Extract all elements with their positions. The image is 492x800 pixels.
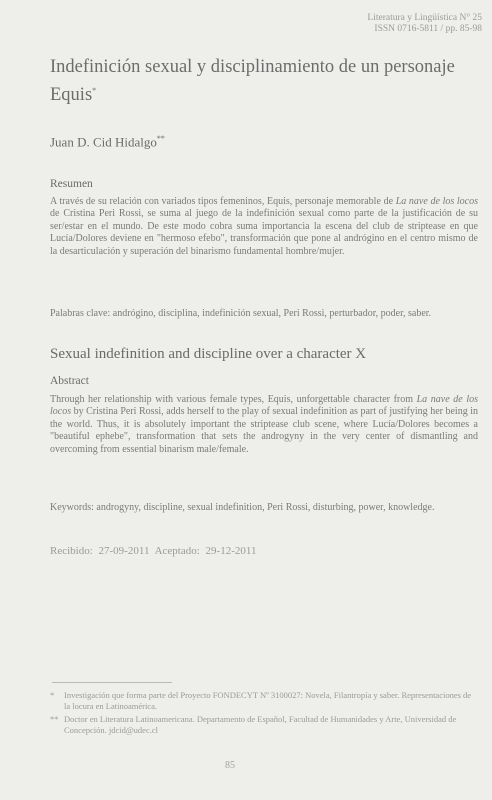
footnote-1-mark: *	[50, 690, 55, 700]
resumen-paragraph	[50, 196, 478, 258]
resumen-novel-title: La nave de los locos	[395, 196, 479, 207]
footnote-2-mark: **	[50, 714, 59, 724]
palabras-clave: Palabras clave: andrógino, disciplina, indefinición sexual, Peri Rossi, perturbador, poder, saber.	[50, 308, 432, 319]
author-name: Juan D. Cid Hidalgo	[50, 134, 157, 150]
abstract-text-start: Through her relationship with various female types, Equis, unforgettable character from	[50, 394, 417, 405]
article-author	[50, 134, 165, 150]
abstract-novel-title: La nave de los locos	[50, 394, 478, 418]
article-title	[50, 56, 470, 107]
author-footnote-mark: **	[156, 134, 165, 143]
english-title: Sexual indefinition and discipline over a character X	[50, 346, 367, 362]
title-footnote-mark: *	[92, 86, 97, 95]
journal-issn: ISSN 0716-5811 / pp. 85-98	[374, 24, 482, 34]
article-title-text: Indefinición sexual y disciplinamiento de un personaje Equis	[50, 57, 455, 106]
footnote-2-text: Doctor en Literatura Latinoamericana. Departamento de Español, Facultad de Humanidades y Arte, Universidad de Concepción. jdcid@udec.cl	[64, 714, 457, 735]
journal-name: Literatura y Lingüística N° 25	[367, 13, 482, 23]
abstract-text-end: by Cristina Peri Rossi, adds herself to the play of sexual indefinition as part of justifying her being in the world. Thus, it is absolutely important the striptease club scene, where Lucía/Dolores becomes a "beautiful ephebe", transformation that sets the androgyny in the very center of dismantling and overcoming from essential binarism male/female.	[50, 406, 478, 455]
abstract-heading: Abstract	[50, 375, 89, 387]
journal-header	[367, 13, 482, 35]
received-accepted-dates: Recibido: 27-09-2011 Aceptado: 29-12-2011	[50, 545, 257, 557]
footnote-divider	[52, 682, 172, 683]
page-number: 85	[225, 760, 235, 771]
footnote-2	[50, 714, 478, 735]
footnote-1	[50, 690, 478, 711]
resumen-text-end: de Cristina Peri Rossi, se suma al juego de la indefinición sexual como parte de la justificación de su ser/estar en el mundo. De este modo cobra suma importancia la escena del club de striptease en que Lucía/Dolores deviene en "hermoso efebo", transformación que pone al andrógino en el centro mismo de la desarticulación y superación del binarismo fundamental hombre/mujer.	[50, 208, 478, 257]
resumen-heading: Resumen	[50, 178, 93, 190]
abstract-paragraph	[50, 394, 478, 456]
resumen-text-start: A través de su relación con variados tipos femeninos, Equis, personaje memorable de	[50, 196, 396, 207]
keywords: Keywords: androgyny, discipline, sexual indefinition, Peri Rossi, disturbing, power, knowledge.	[50, 502, 435, 513]
footnote-1-text: Investigación que forma parte del Proyecto FONDECYT Nº 3100027: Novela, Filantropía y saber. Representaciones de la locura en Latinoamérica.	[64, 690, 472, 711]
